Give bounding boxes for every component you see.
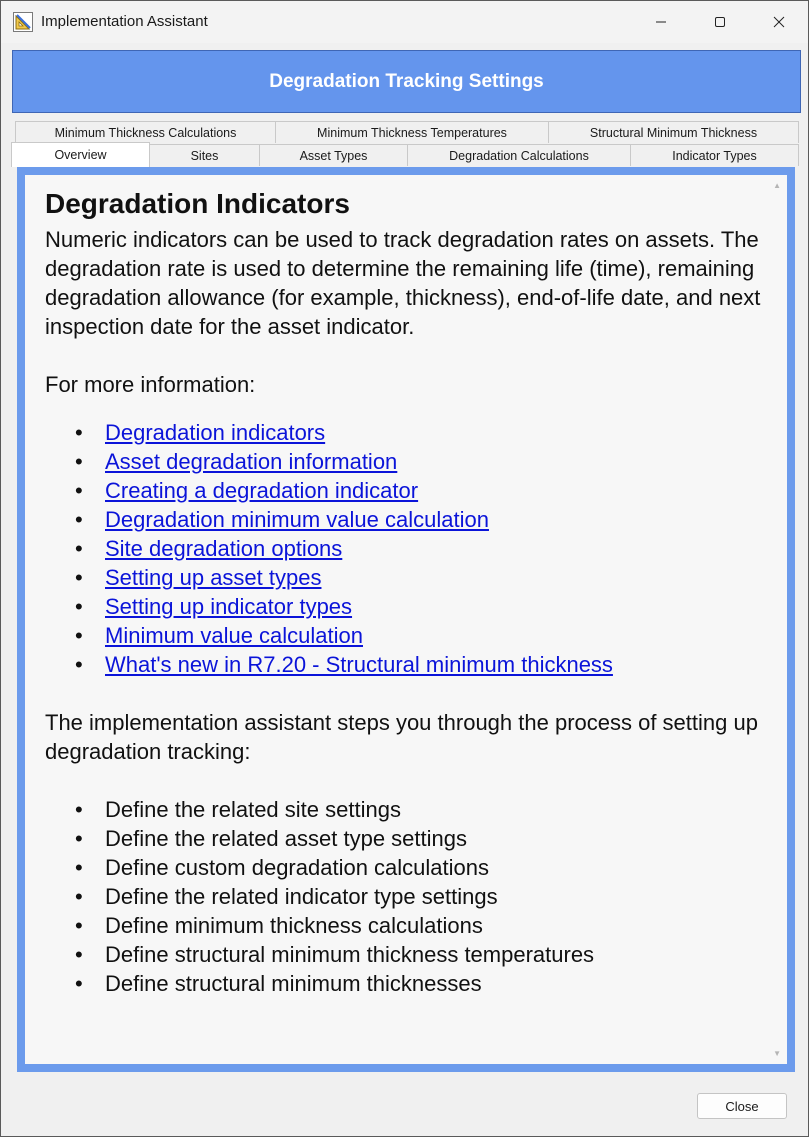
tab-indicator-types[interactable] [630, 144, 799, 166]
content-frame [17, 167, 795, 1072]
list-item [105, 418, 767, 447]
steps-intro-paragraph: The implementation assistant steps you through the process of setting up degradation tracking: [45, 710, 758, 764]
list-item: • Define the related asset type settings [105, 824, 767, 853]
list-item [105, 447, 767, 476]
list-item [105, 476, 767, 505]
close-window-button[interactable] [750, 1, 808, 43]
title-bar[interactable] [1, 1, 808, 43]
link-creating-degradation-indicator[interactable]: Creating a degradation indicator [105, 478, 419, 503]
tab-degradation-calculations[interactable] [407, 144, 631, 166]
link-setting-up-indicator-types[interactable]: Setting up indicator types [105, 594, 353, 619]
minimize-button[interactable] [632, 1, 690, 43]
tab-structural-minimum-thickness[interactable] [548, 121, 799, 143]
maximize-icon [714, 16, 726, 28]
close-button[interactable] [697, 1093, 787, 1119]
list-item: • Define custom degradation calculations [105, 853, 767, 882]
link-site-degradation-options[interactable]: Site degradation options [105, 536, 343, 561]
link-whats-new-r720[interactable]: What's new in R7.20 - Structural minimum thickness [105, 652, 613, 677]
list-item: • Define structural minimum thicknesses [105, 969, 767, 998]
list-item [105, 650, 767, 679]
triangle-ruler-icon [13, 12, 33, 32]
close-button-label: Close [725, 1098, 759, 1114]
tab-label: Structural Minimum Thickness [589, 125, 758, 140]
link-degradation-indicators[interactable]: Degradation indicators [105, 420, 326, 445]
page-title: Degradation Tracking Settings [269, 70, 544, 92]
intro-paragraph: Numeric indicators can be used to track degradation rates on assets. The degradation rate is used to determine the remaining life (time), remaining degradation allowance (for example, thickness), end-of-life date, and next inspection date for the asset indicator. [45, 227, 761, 339]
close-icon [773, 16, 785, 28]
list-item [105, 563, 767, 592]
tab-sites[interactable] [149, 144, 260, 166]
tab-overview[interactable] [11, 142, 150, 167]
tab-label: Overview [54, 148, 107, 162]
tab-label: Degradation Calculations [449, 148, 589, 163]
header-banner [12, 50, 801, 113]
scroll-down-icon[interactable]: ▼ [773, 1049, 781, 1058]
tab-label: Minimum Thickness Calculations [54, 125, 237, 140]
scroll-up-icon[interactable]: ▲ [773, 181, 781, 190]
link-asset-degradation-information[interactable]: Asset degradation information [105, 449, 398, 474]
tab-label: Minimum Thickness Temperatures [317, 125, 507, 140]
tab-asset-types[interactable] [259, 144, 408, 166]
window-title: Implementation Assistant [41, 13, 208, 30]
tab-minimum-thickness-calculations[interactable] [15, 121, 276, 143]
tab-minimum-thickness-temperatures[interactable] [275, 121, 549, 143]
list-item: • Define the related indicator type settings [105, 882, 767, 911]
tab-label: Asset Types [299, 148, 368, 163]
list-item: • Define minimum thickness calculations [105, 911, 767, 940]
list-item [105, 505, 767, 534]
list-item [105, 621, 767, 650]
list-item [105, 534, 767, 563]
maximize-button[interactable] [691, 1, 749, 43]
list-item [105, 592, 767, 621]
more-info-label: For more information: [45, 372, 256, 397]
link-minimum-value-calculation[interactable]: Minimum value calculation [105, 623, 363, 648]
list-item: • Define the related site settings [105, 795, 767, 824]
list-item: • Define structural minimum thickness temperatures [105, 940, 767, 969]
minimize-icon [655, 16, 667, 28]
link-setting-up-asset-types[interactable]: Setting up asset types [105, 565, 322, 590]
overview-content[interactable] [25, 175, 787, 1064]
tab-label: Indicator Types [672, 148, 757, 163]
help-links-list [45, 418, 767, 679]
content-heading: Degradation Indicators [45, 188, 350, 219]
steps-list [45, 795, 767, 998]
tab-label: Sites [190, 148, 219, 163]
link-degradation-minimum-value-calculation[interactable]: Degradation minimum value calculation [105, 507, 489, 532]
